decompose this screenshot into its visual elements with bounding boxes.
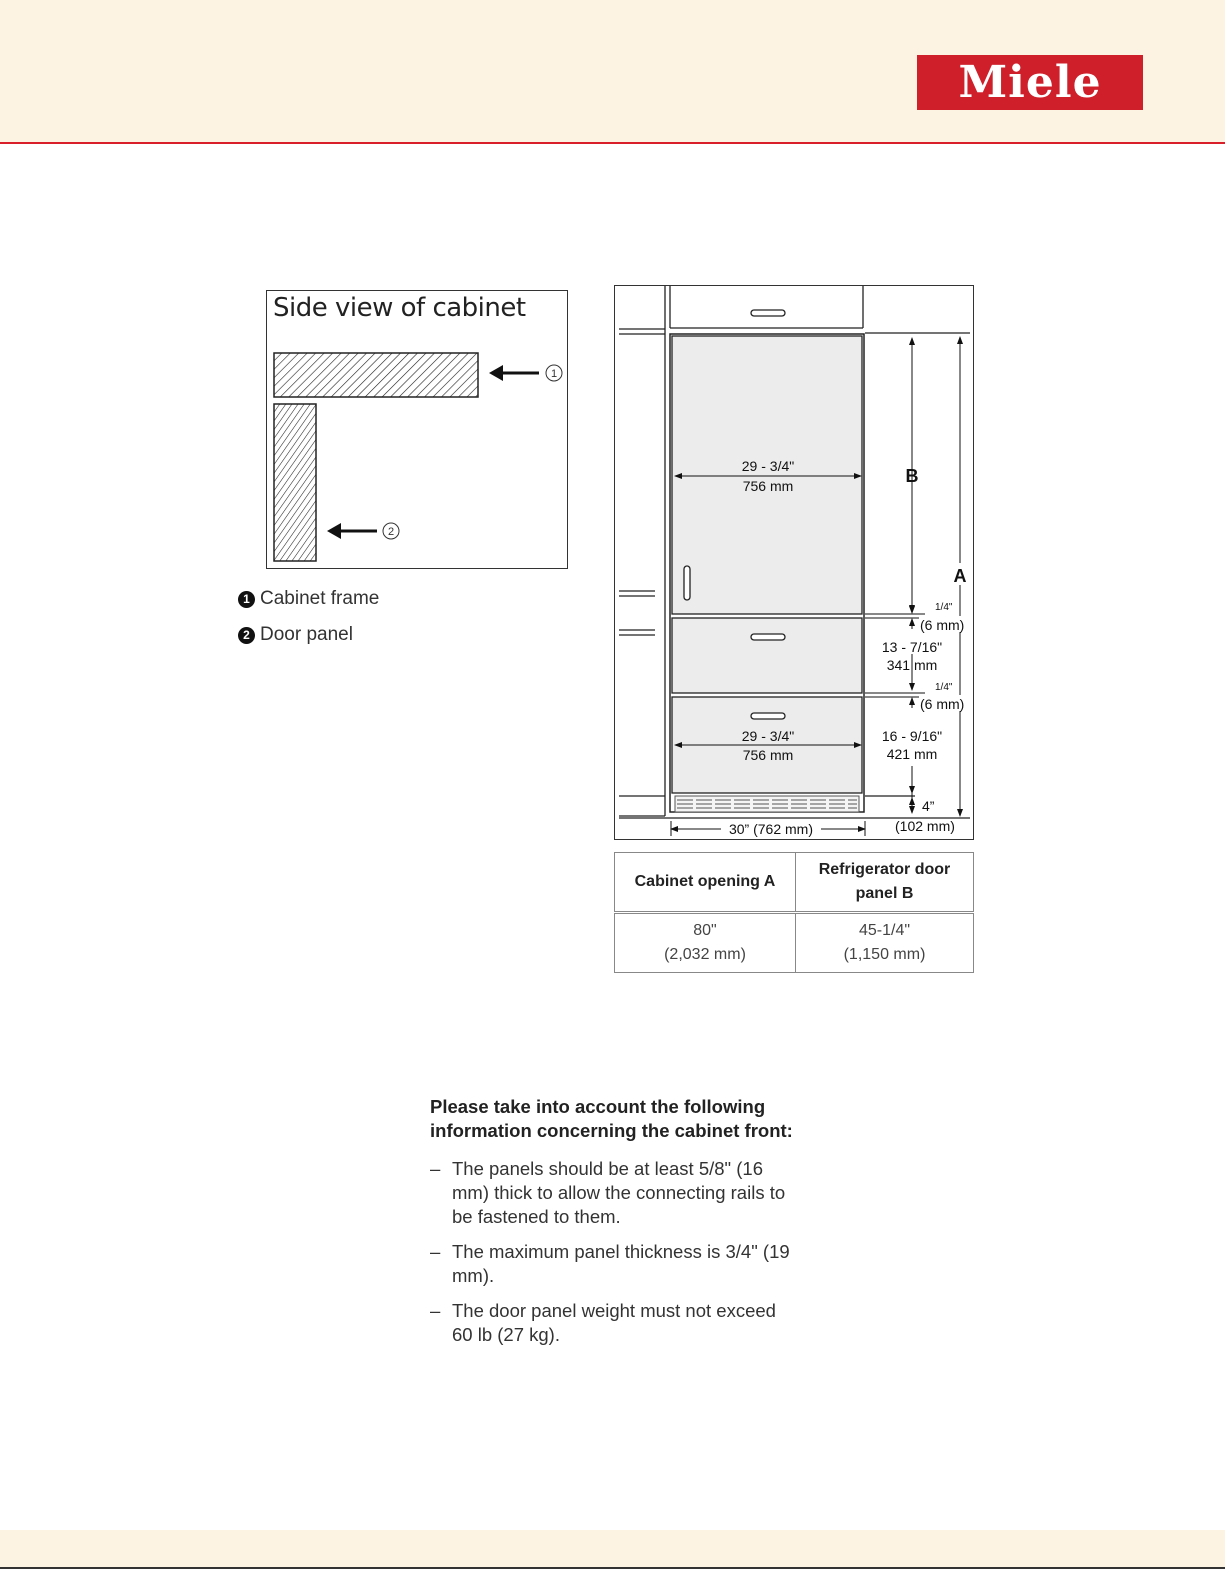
list-item: – The door panel weight must not exceed 60 lb (27 kg). (430, 1300, 776, 1345)
callout-2: 2 (387, 526, 395, 538)
list-item: – The panels should be at least 5/8" (16 mm) thick to allow the connecting rails to be fastened to them. (430, 1158, 786, 1227)
cabinet-front-notes (430, 1095, 800, 1358)
overall-width: 30” (762 mm) (728, 821, 814, 837)
refrigerator-drawing (615, 286, 975, 841)
drawer1-metric: 341 mm (886, 657, 938, 673)
notes-heading: Please take into account the following information concerning the cabinet front: (430, 1096, 793, 1141)
gap1-imperial: 1/4" (935, 602, 953, 613)
gap1-metric: (6 mm) (920, 617, 965, 633)
label-b: B (905, 466, 919, 486)
side-view-title: Side view of cabinet (273, 293, 526, 323)
kick-imperial: 4” (922, 798, 935, 814)
logo-text: Miele (958, 56, 1102, 108)
door-panel-b-value (796, 913, 974, 973)
drawer2-imperial: 16 - 9/16" (881, 728, 943, 744)
column-header-b: Refrigerator door panel B (796, 853, 974, 913)
list-item: – The maximum panel thickness is 3/4" (19 mm). (430, 1241, 790, 1286)
value-imperial: 80" (693, 922, 717, 939)
bottom-width-imperial: 29 - 3/4" (741, 728, 795, 744)
drawer-panel-1 (672, 618, 862, 693)
legend-label: Cabinet frame (260, 588, 380, 609)
legend-label: Door panel (260, 624, 353, 645)
value-metric: (2,032 mm) (664, 946, 746, 963)
side-view-diagram (266, 290, 568, 569)
door-panel-shape (274, 404, 316, 561)
value-metric: (1,150 mm) (843, 946, 926, 963)
kick-metric: (102 mm) (895, 818, 955, 834)
note-text: The maximum panel thickness is 3/4" (19 mm). (452, 1241, 790, 1286)
legend-number: 1 (238, 591, 255, 608)
drawer2-metric: 421 mm (886, 746, 938, 762)
miele-logo (917, 55, 1143, 110)
page-footer (0, 1530, 1225, 1569)
legend-item-cabinet-frame (238, 588, 379, 610)
cabinet-opening-a-value (615, 913, 796, 973)
top-width-metric: 756 mm (742, 478, 794, 494)
refrigerator-front-diagram (614, 285, 974, 840)
note-text: The panels should be at least 5/8" (16 mm) thick to allow the connecting rails to be fastened to them. (452, 1158, 786, 1227)
gap2-imperial: 1/4" (935, 682, 953, 693)
cabinet-frame-shape (274, 353, 478, 397)
label-a: A (953, 566, 967, 586)
dimensions-table (614, 852, 974, 973)
door-panel-b (672, 336, 862, 614)
side-view-drawing (267, 291, 569, 570)
column-header-a: Cabinet opening A (615, 853, 796, 913)
notes-list (430, 1157, 800, 1347)
table-header-row (615, 853, 974, 913)
page-header (0, 0, 1225, 144)
legend-item-door-panel (238, 624, 353, 646)
callout-1: 1 (550, 368, 558, 380)
top-width-imperial: 29 - 3/4" (741, 458, 795, 474)
table-row (615, 913, 974, 973)
legend-number: 2 (238, 627, 255, 644)
bottom-width-metric: 756 mm (742, 747, 794, 763)
value-imperial: 45-1/4" (858, 922, 911, 939)
gap2-metric: (6 mm) (920, 696, 965, 712)
drawer1-imperial: 13 - 7/16" (881, 639, 943, 655)
note-text: The door panel weight must not exceed 60 lb (27 kg). (452, 1300, 776, 1345)
